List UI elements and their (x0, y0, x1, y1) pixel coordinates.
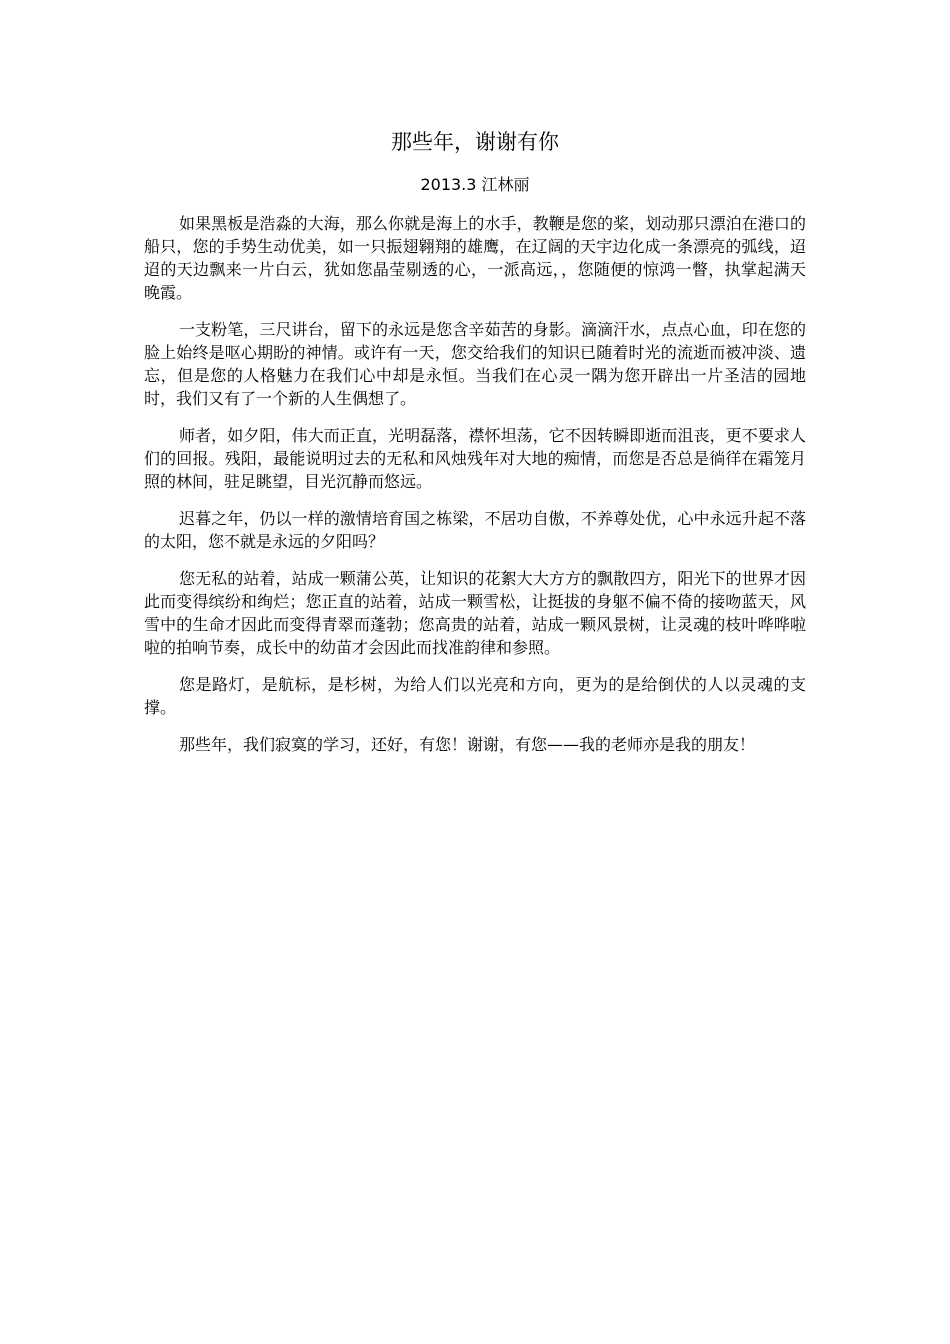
document-title: 那些年，谢谢有你 (391, 130, 559, 154)
paragraph: 一支粉笔，三尺讲台，留下的永远是您含辛茹苦的身影。滴滴汗水，点点心血，印在您的脸上始终是呕心期盼的神情。或许有一天，您交给我们的知识已随着时光的流逝而被冲淡、遗忘，但是您的人格魅力在我们心中却是永恒。当我们在心灵一隅为您开辟出一片圣洁的园地时，我们又有了一个新的人生偶想了。 (144, 320, 806, 408)
paragraph: 您无私的站着，站成一颗蒲公英，让知识的花絮大大方方的飘散四方，阳光下的世界才因此而变得缤纷和绚烂；您正直的站着，站成一颗雪松，让挺拔的身躯不偏不倚的接吻蓝天，风雪中的生命才因此而变得青翠而蓬勃；您高贵的站着，站成一颗风景树，让灵魂的枝叶哗哗啦啦的拍响节奏，成长中的幼苗才会因此而找准韵律和参照。 (144, 569, 806, 657)
body-text (144, 212, 806, 770)
paragraph: 那些年，我们寂寞的学习，还好，有您！谢谢，有您——我的老师亦是我的朋友！ (179, 735, 756, 754)
paragraph: 您是路灯，是航标，是杉树，为给人们以光亮和方向，更为的是给倒伏的人以灵魂的支撑。 (144, 675, 806, 717)
date-author-line: 2013.3 江林丽 (420, 175, 530, 194)
paragraph: 如果黑板是浩淼的大海，那么你就是海上的水手，教鞭是您的桨，划动那只漂泊在港口的船只，您的手势生动优美，如一只振翅翱翔的雄鹰，在辽阔的天宇边化成一条漂亮的弧线，迢迢的天边飘来一片白云，犹如您晶莹剔透的心，一派高远，，您随便的惊鸿一瞥，执掌起满天晚霞。 (144, 214, 806, 302)
paragraph: 师者，如夕阳，伟大而正直，光明磊落，襟怀坦荡，它不因转瞬即逝而沮丧，更不要求人们的回报。残阳，最能说明过去的无私和风烛残年对大地的痴情，而您是否总是徜徉在霜笼月照的林间，驻足眺望，目光沉静而悠远。 (144, 426, 806, 491)
paragraph: 迟暮之年，仍以一样的激情培育国之栋梁，不居功自傲，不养尊处优，心中永远升起不落的太阳，您不就是永远的夕阳吗？ (144, 509, 806, 551)
